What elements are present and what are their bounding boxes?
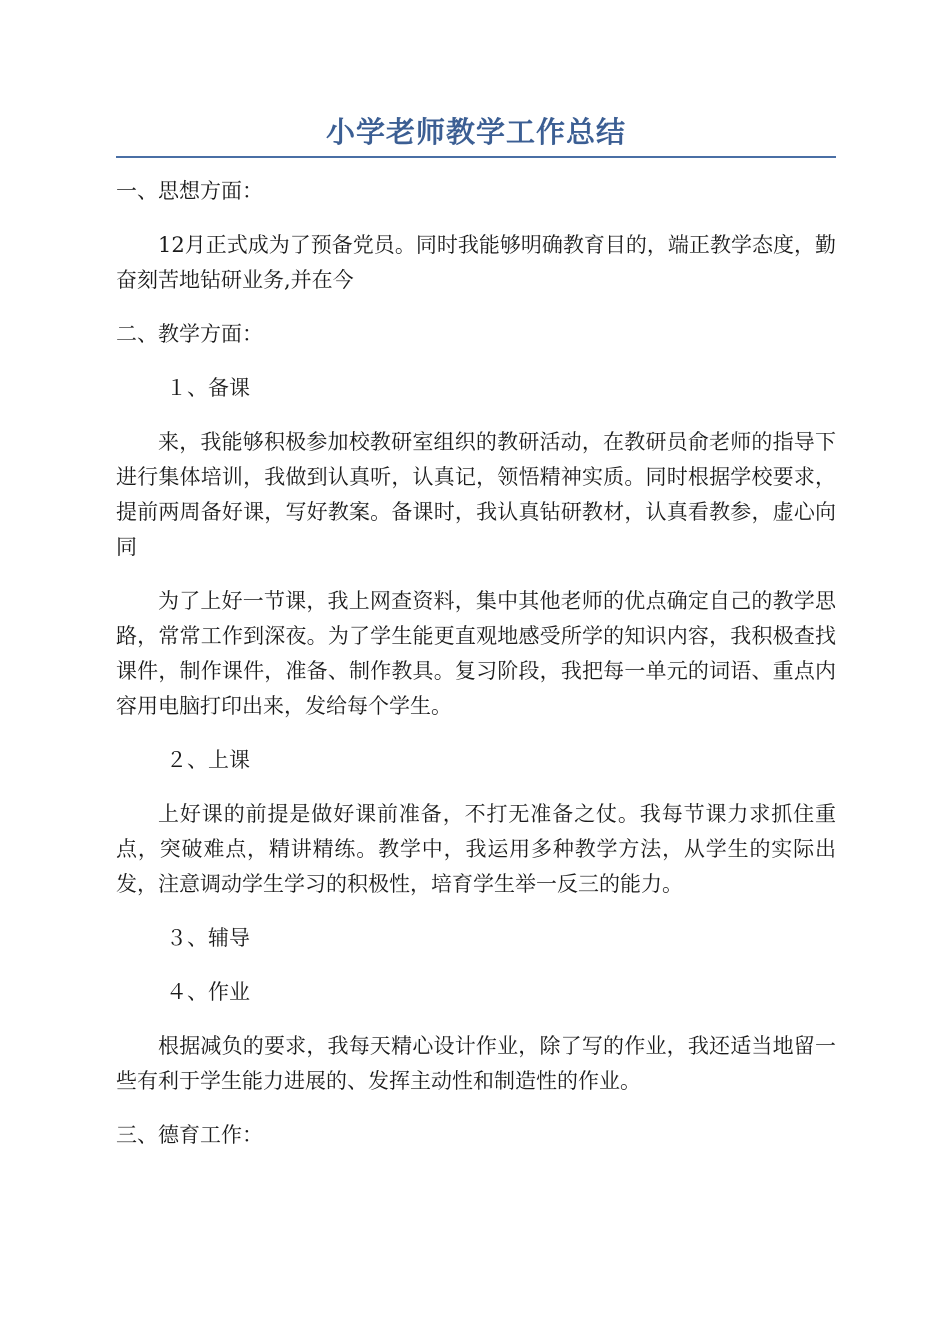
title-block [116,112,836,158]
paragraph-ideology: 12月正式成为了预备党员。同时我能够明确教育目的，端正教学态度，勤奋刻苦地钻研业务,并在今 [116,233,836,292]
document-title: 小学老师教学工作总结 [325,115,626,149]
subheading-class: ２、上课 [166,748,250,772]
paragraph-class: 上好课的前提是做好课前准备，不打无准备之仗。我每节课力求抓住重点，突破难点，精讲精练。教学中，我运用多种教学方法，从学生的实际出发，注意调动学生学习的积极性，培育学生举一反三的能力。 [116,802,836,896]
subheading-tutoring: ３、辅导 [166,926,250,950]
subheading-homework: ４、作业 [166,980,250,1004]
paragraph-lesson-prep-2: 为了上好一节课，我上网查资料，集中其他老师的优点确定自己的教学思路，常常工作到深夜。为了学生能更直观地感受所学的知识内容，我积极查找课件，制作课件，准备、制作教具。复习阶段，我把每一单元的词语、重点内容用电脑打印出来，发给每个学生。 [116,589,836,718]
section-heading-ideology: 一、思想方面： [116,179,263,203]
subheading-lesson-prep: １、备课 [166,376,250,400]
paragraph-homework: 根据减负的要求，我每天精心设计作业，除了写的作业，我还适当地留一些有利于学生能力进展的、发挥主动性和制造性的作业。 [116,1034,836,1093]
document-body [116,174,836,1172]
section-heading-moral-education: 三、德育工作： [116,1123,263,1147]
section-heading-teaching: 二、教学方面： [116,322,263,346]
paragraph-lesson-prep-1: 来，我能够积极参加校教研室组织的教研活动，在教研员俞老师的指导下进行集体培训，我做到认真听，认真记，领悟精神实质。同时根据学校要求，提前两周备好课，写好教案。备课时，我认真钻研教材，认真看教参，虚心向同 [116,430,836,559]
